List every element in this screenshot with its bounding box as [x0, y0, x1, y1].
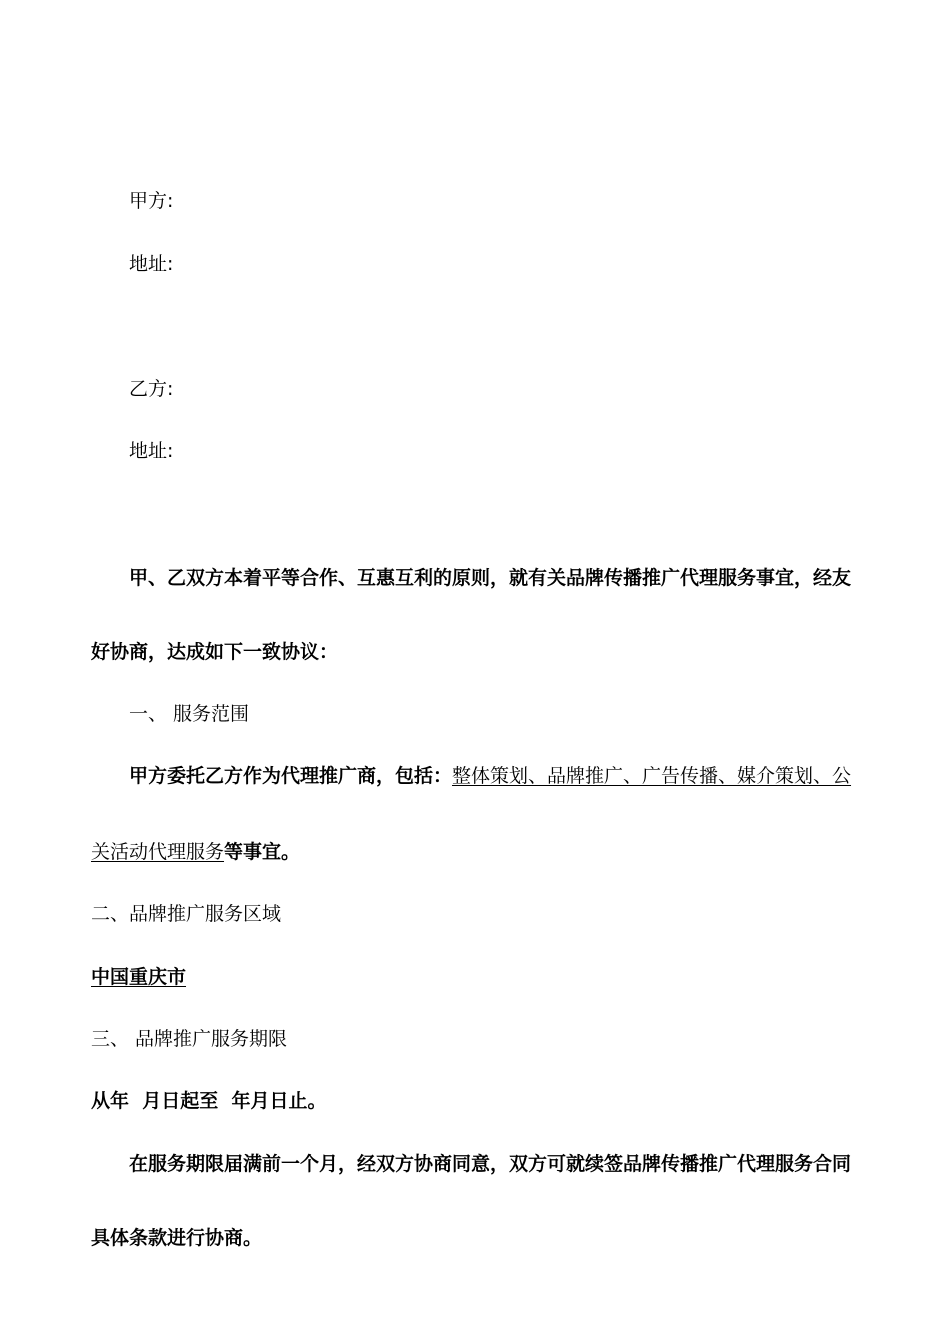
party-b-label: 乙方: [129, 378, 174, 400]
preamble-line-1: 甲、乙双方本着平等合作、互惠互利的原则，就有关品牌传播推广代理服务事宜，经友 [129, 567, 852, 589]
section-2-heading: 二、品牌推广服务区域 [91, 903, 282, 925]
section-1-end: 等事宜。 [224, 841, 301, 863]
section-1-heading: 一、 服务范围 [129, 703, 250, 725]
section-3-renewal-line-1: 在服务期限届满前一个月，经双方协商同意，双方可就续签品牌传播推广代理服务合同 [129, 1153, 852, 1175]
party-a-address-label: 地址: [129, 253, 174, 275]
section-2-region: 中国重庆市 [91, 966, 187, 988]
party-a-label: 甲方: [129, 190, 174, 212]
section-1-body-line-2 [91, 839, 300, 865]
section-1-body-line-1 [129, 763, 851, 789]
section-3-renewal-line-2: 具体条款进行协商。 [91, 1227, 263, 1249]
section-1-services-cont: 关活动代理服务 [91, 841, 225, 863]
section-3-term: 从年 月日起至 年月日止。 [91, 1090, 327, 1112]
section-3-heading: 三、 品牌推广服务期限 [91, 1028, 288, 1050]
party-b-address-label: 地址: [129, 440, 174, 462]
preamble-line-2: 好协商，达成如下一致协议： [91, 641, 339, 663]
section-1-intro: 甲方委托乙方作为代理推广商，包括： [129, 765, 453, 787]
section-1-services: 整体策划、品牌推广、广告传播、媒介策划、公 [452, 765, 852, 787]
